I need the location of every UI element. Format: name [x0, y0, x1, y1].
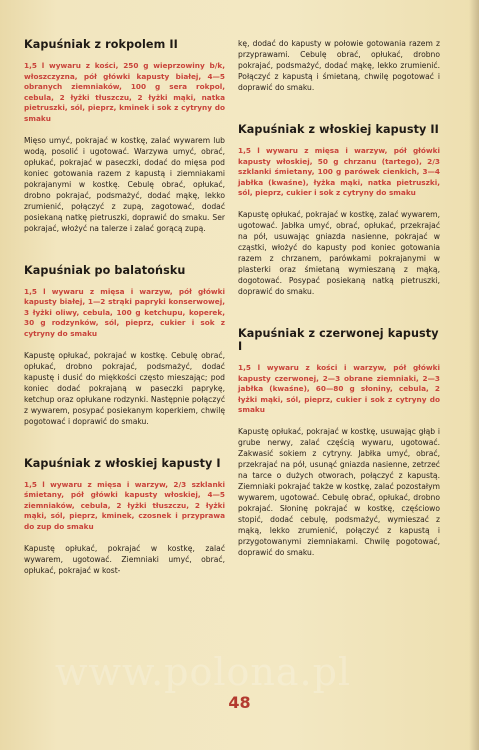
recipe-kapusniak-wloska-ii — [238, 123, 440, 297]
watermark: www.polona.pl — [55, 650, 352, 694]
recipe-ingredients: 1,5 l wywaru z kości, 250 g wieprzowiny b/k, włoszczyzna, pół główki kapusty białej, 4—5 obranych ziemniaków, 100 g sera rokpol, cebula, 2 łyżki tłuszczu, 2 łyżki mąki, natka pietruszki, sól, pieprz, kminek i sok z cytryny do smaku — [24, 61, 225, 123]
recipe-title: Kapuśniak z rokpolem II — [24, 38, 178, 51]
right-column — [238, 38, 440, 572]
page-number: 48 — [228, 693, 251, 712]
recipe-ingredients: 1,5 l wywaru z kości i warzyw, pół główki kapusty czerwonej, 2—3 obrane ziemniaki, 2—3 jabłka (kwaśne), 60—80 g słoniny, cebula, 2 łyżki mąki, sól, pieprz, cukier i sok z cytryny do smaku — [238, 362, 440, 415]
recipe-kapusniak-balatonsku — [24, 264, 225, 427]
recipe-title: Kapuśniak z czerwonej kapusty I — [238, 326, 439, 353]
recipe-method-start: Kapustę opłukać, pokrajać w kostkę, zalać wywarem, ugotować. Ziemniaki umyć, obrać, opłukać, pokrajać w kost- — [24, 543, 225, 575]
recipe-kapusniak-rokpol-ii — [24, 38, 225, 234]
recipe-ingredients: 1,5 l wywaru z mięsa i warzyw, pół główki kapusty białej, 1—2 strąki papryki konserwowej, 3 łyżki oliwy, cebula, 100 g ketchupu, koperek, 30 g rodzynków, sól, pieprz, cukier i sok z cytryny do smaku — [24, 286, 225, 338]
recipe-title: Kapuśniak po balatońsku — [24, 263, 186, 277]
recipe-kapusniak-wloska-i-continued — [238, 38, 440, 93]
recipe-kapusniak-wloska-i — [24, 457, 225, 576]
left-column — [24, 38, 225, 590]
recipe-method: Kapustę opłukać, pokrajać w kostkę, zalać wywarem, ugotować. Jabłka umyć, obrać, opłukać, przekrajać na pół, usuwając gniazda nasienne, pokrajać w cząstki, włożyć do kapusty pod koniec gotowania razem z chrzanem, parówkami pokrajanymi w plasterki oraz śmietaną wymieszaną z mąką, dogotować. Posypać posiekaną natką pietruszki, doprawić do smaku. — [238, 209, 440, 296]
recipe-title: Kapuśniak z włoskiej kapusty I — [24, 456, 221, 470]
recipe-method: Kapustę opłukać, pokrajać w kostkę, usuwając głąb i grube nerwy, zalać częścią wywaru, ugotować. Zakwasić sokiem z cytryny. Jabłka umyć, obrać, przekrajać na pół, usunąć gniazda nasienne, zetrzeć na tarce o dużych otworach, połączyć z kapustą. Ziemniaki pokrajać także w kostkę, zalać pozostałym wywarem, ugotować. Cebulę obrać, opłukać, drobno pokrajać. Słoninę pokrajać w kostkę, częściowo stopić, dodać cebulę, podsmażyć, wymieszać z mąką, lekko zrumienić, połączyć z kapustą i przygotowanymi ziemniakami. Chwilę pogotować, doprawić do smaku. — [238, 426, 440, 557]
recipe-method: Mięso umyć, pokrajać w kostkę, zalać wywarem lub wodą, posolić i ugotować. Warzywa umyć, obrać, opłukać, pokrajać w paseczki, dodać do mięsa pod koniec gotowania razem z kapustą i ziemniakami pokrajanymi w kostkę. Cebulę obrać, opłukać, drobno pokrajać, podsmażyć, dodać mąkę, lekko zrumienić, połączyć z zupą, zagotować, dodać posiekaną natkę pietruszki, doprawić do smaku. Ser pokrajać, włożyć na talerze i zalać gorącą zupą. — [24, 135, 225, 233]
recipe-ingredients: 1,5 l wywaru z mięsa i warzyw, 2/3 szklanki śmietany, pół główki kapusty włoskiej, 4—5 ziemniaków, cebula, 2 łyżki tłuszczu, 2 łyżki mąki, sól, pieprz, kminek, czosnek i przyprawa do zup do smaku — [24, 479, 225, 531]
recipe-method: Kapustę opłukać, pokrajać w kostkę. Cebulę obrać, opłukać, drobno pokrajać, podsmażyć, dodać kapustę i dusić do miękkości często mieszając; pod koniec dodać pokrajaną w paseczki paprykę, ketchup oraz opłukane rodzynki. Następnie połączyć z wywarem, posypać posiekanym koperkiem, chwilę pogotować i doprawić do smaku. — [24, 350, 225, 426]
recipe-method-end: kę, dodać do kapusty w połowie gotowania razem z przyprawami. Cebulę obrać, opłukać, drobno pokrajać, podsmażyć, dodać mąkę, lekko zrumienić. Połączyć z kapustą i śmietaną, chwilę pogotować i doprawić do smaku. — [238, 39, 440, 92]
recipe-title: Kapuśniak z włoskiej kapusty II — [238, 123, 439, 136]
page-edge-shadow — [469, 0, 479, 750]
recipe-kapusniak-czerwona-i — [238, 327, 440, 558]
recipe-ingredients: 1,5 l wywaru z mięsa i warzyw, pół główki kapusty włoskiej, 50 g chrzanu (tartego), 2/3 szklanki śmietany, 100 g parówek cienkich, 3—4 jabłka (kwaśne), łyżka mąki, natka pietruszki, sól, pieprz, cukier i sok z cytryny do smaku — [238, 146, 440, 198]
